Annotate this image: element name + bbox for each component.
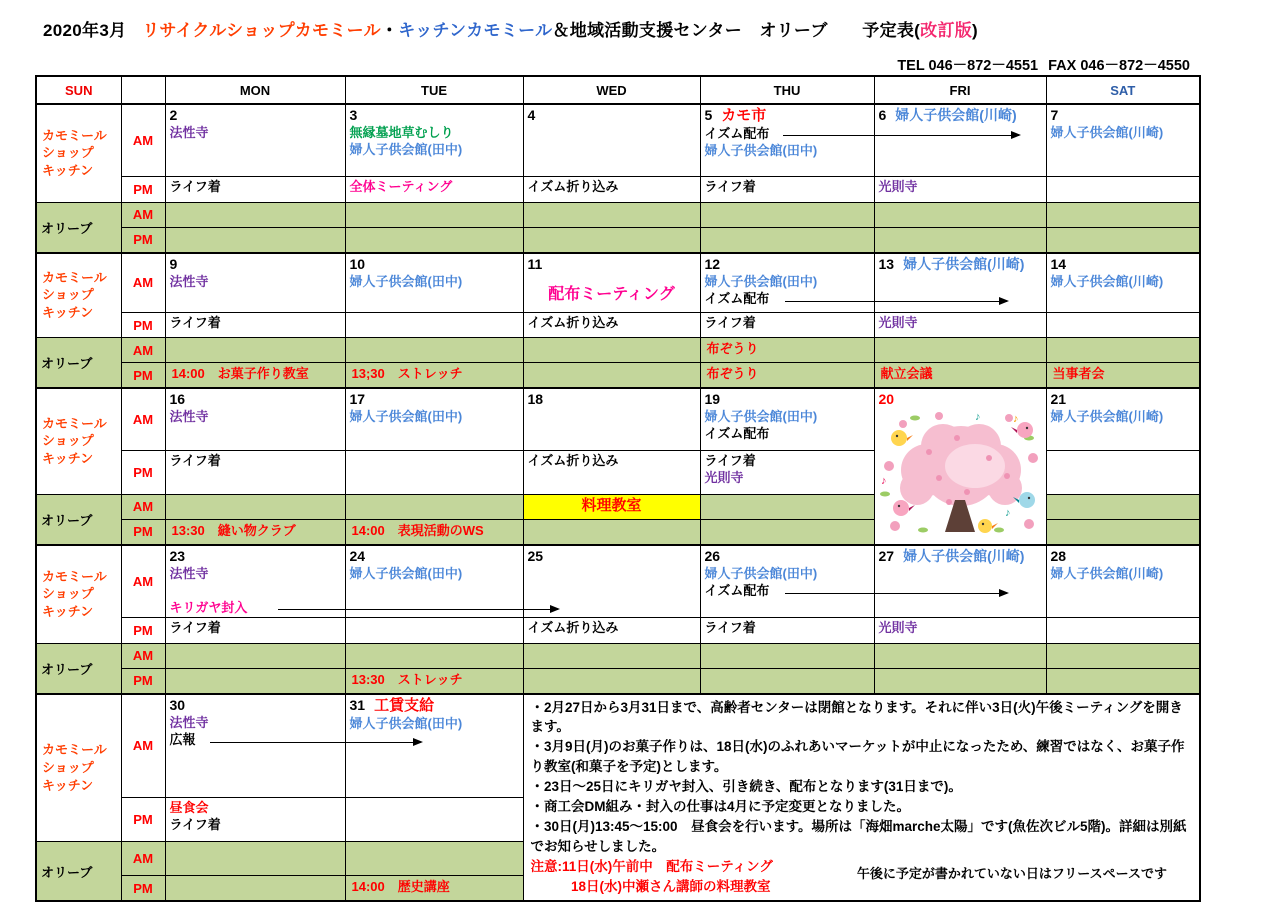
text-line: 注意:11日(水)午前中 配布ミーティング [530, 859, 773, 875]
fax-number: FAX 046－872－4550 [1048, 58, 1190, 74]
cell-w3-wed-olive-pm-crossed [523, 519, 700, 545]
text-line: 広報 [169, 731, 196, 747]
cell-w1-fri-pm [874, 176, 1046, 202]
svg-text:♪: ♪ [1012, 413, 1018, 425]
text-line: 婦人子供会館(川崎) [895, 107, 1017, 123]
text-line [170, 582, 341, 599]
cherry-blossom-tree-illustration [879, 408, 1043, 536]
row-label-olive: オリーブ [36, 643, 121, 694]
cell-w3-tue-olive-pm [345, 519, 523, 545]
row-label-chamomile [36, 694, 121, 842]
cell-w3-tue-am: 17 婦人子供会館(田中) [345, 388, 523, 450]
cell-w2-sat-pm [1046, 313, 1200, 338]
text-line: 婦人子供会館(川崎) [1050, 565, 1164, 581]
cell-w3-thu-am: 19 婦人子供会館(田中) イズム配布 [700, 388, 874, 450]
cell-w4-mon-olive-pm [165, 668, 345, 694]
schedule-span-arrow [210, 742, 421, 743]
text-line: キリガヤ封入 [169, 599, 248, 615]
cell-w3-sat-am: 21 婦人子供会館(川崎) [1046, 388, 1200, 450]
text-line: 14:00 歴史講座 [351, 879, 450, 895]
text-line: 献立会議 [880, 366, 933, 381]
text-line: 14:00 表現活動のWS [351, 522, 484, 538]
pm-label: PM [121, 176, 165, 202]
text-line: 光則寺 [704, 469, 744, 485]
text-line: カモミール [42, 127, 107, 143]
pm-label: PM [121, 876, 165, 902]
cell-w1-tue-am: 3 無縁墓地草むしり 婦人子供会館(田中) [345, 104, 523, 176]
cell-w2-thu-pm [700, 313, 874, 338]
am-label: AM [121, 388, 165, 450]
title-separator: ・ [380, 21, 399, 40]
text-line: 光則寺 [878, 619, 918, 635]
text-line: 婦人子供会館(川崎) [903, 547, 1025, 564]
cell-w1-tue-olive-am [345, 202, 523, 227]
text-line: 婦人子供会館(田中) [704, 409, 818, 424]
text-line: ライフ着 [169, 452, 221, 468]
cell-w4-sat-olive-am-crossed [1046, 643, 1200, 668]
cell-w4-thu-am: 26 婦人子供会館(田中) イズム配布 [700, 545, 874, 618]
day-header-fri: FRI [874, 76, 1046, 104]
cell-w4-tue-am: 24 婦人子供会館(田中) [345, 545, 523, 618]
text-line: 13:30 ストレッチ [351, 671, 463, 687]
calendar-table [35, 75, 1201, 902]
day-header-mon: MON [165, 76, 345, 104]
text-line: カモ市 [721, 107, 767, 124]
day-header-row [36, 76, 1200, 104]
cell-w4-thu-olive-am [700, 643, 874, 668]
text-line: ライフ着 [169, 817, 221, 832]
cell-w1-thu-am: 5 カモ市 イズム配布 婦人子供会館(田中) [700, 104, 874, 176]
cell-w2-thu-olive-am [700, 338, 874, 363]
text-line: ・3月9日(月)のお菓子作りは、18日(水)のふれあいマーケットが中止になったため、練習ではなく、お菓子作り教室(和菓子を予定)とします。 [530, 739, 1185, 775]
text-line: キッチン [42, 305, 94, 321]
pm-label: PM [121, 227, 165, 253]
cell-w2-thu-olive-pm [700, 363, 874, 389]
text-line: キッチン [42, 603, 94, 619]
schedule-span-arrow [785, 301, 1007, 302]
text-line: 当事者会 [1052, 366, 1105, 381]
text-line: 18日(水)中瀬さん講師の料理教室 [530, 879, 771, 895]
text-line: 婦人子供会館(川崎) [1050, 125, 1164, 140]
cell-w1-mon-am: 2 法性寺 [165, 104, 345, 176]
text-line: 婦人子供会館(田中) [704, 273, 818, 289]
text-line: 法性寺 [169, 565, 209, 581]
cell-w4-sat-am: 28 婦人子供会館(川崎) [1046, 545, 1200, 618]
cell-w1-wed-olive-pm [523, 227, 700, 253]
am-label: AM [121, 545, 165, 618]
cell-w2-fri-olive-pm [874, 363, 1046, 389]
text-line: 全体ミーティング [349, 178, 453, 194]
cell-w4-fri-pm [874, 617, 1046, 643]
cell-w4-fri-am: 27 婦人子供会館(川崎) [874, 545, 1046, 618]
text-line: 昼食会 [169, 800, 209, 815]
row-label-olive: オリーブ [36, 338, 121, 389]
cell-w4-fri-olive-am [874, 643, 1046, 668]
cell-w4-thu-olive-pm [700, 668, 874, 694]
title-month: 2020年3月 [43, 21, 127, 40]
text-line: ショップ [42, 145, 94, 161]
day-header-thu: THU [700, 76, 874, 104]
cell-w3-thu-olive-am [700, 494, 874, 519]
cell-w3-tue-olive-am [345, 494, 523, 519]
text-line: ・2月27日から3月31日まで、高齢者センターは閉館となります。それに伴い3日(火)午後ミーティングを開きます。 [530, 699, 1183, 735]
am-label: AM [121, 694, 165, 798]
cell-w4-sat-olive-pm-crossed [1046, 668, 1200, 694]
text-line: 料理教室 [581, 496, 642, 514]
text-line: 婦人子供会館(田中) [349, 565, 463, 581]
svg-text:♪: ♪ [1004, 507, 1010, 519]
cell-w5-tue-pm [345, 798, 523, 842]
cell-w4-mon-olive-am [165, 643, 345, 668]
cell-w3-thu-pm [700, 450, 874, 494]
cell-w1-tue-pm [345, 176, 523, 202]
cell-w2-wed-pm [523, 313, 700, 338]
cell-w1-sat-pm [1046, 176, 1200, 202]
text-line: ・23日～25日にキリガヤ封入、引き続き、配布となります(31日まで)。 [530, 779, 962, 795]
cell-w2-fri-olive-am [874, 338, 1046, 363]
text-line: カモミール [42, 568, 107, 584]
text-line: 13;30 ストレッチ [351, 366, 463, 381]
cell-w1-mon-olive-pm [165, 227, 345, 253]
text-line: キッチン [42, 777, 94, 793]
row-label-chamomile [36, 253, 121, 338]
schedule-span-arrow [278, 609, 558, 610]
page-title: 2020年3月 リサイクルショップカモミール・キッチンカモミール＆地域活動支援センター オリーブ 予定表(改訂版) [43, 21, 979, 40]
cell-w5-mon-pm [165, 798, 345, 842]
cell-w4-sat-pm [1046, 617, 1200, 643]
text-line: ショップ [42, 433, 94, 449]
text-line: 婦人子供会館(川崎) [1050, 409, 1164, 424]
text-line: ・商工会DM組み・封入の仕事は4月に予定変更となりました。 [530, 799, 911, 815]
am-label: AM [121, 842, 165, 876]
text-line: イズム折り込み [527, 178, 619, 194]
cell-w5-mon-am: 30 法性寺 広報 [165, 694, 345, 798]
cell-w1-sat-olive-pm-crossed [1046, 227, 1200, 253]
text-line: イズム配布 [704, 126, 770, 141]
text-line: イズム折り込み [527, 619, 619, 635]
text-line: ライフ着 [704, 178, 756, 194]
cell-w3-sat-pm [1046, 450, 1200, 494]
text-line: イズム折り込み [527, 452, 619, 468]
text-line: カモミール [42, 415, 107, 431]
cell-w4-tue-olive-am [345, 643, 523, 668]
text-line: イズム配布 [704, 426, 770, 441]
text-line: 婦人子供会館(田中) [349, 273, 463, 289]
svg-text:♪: ♪ [880, 475, 886, 487]
text-line: 婦人子供会館(田中) [349, 142, 463, 157]
tel-number: TEL 046－872－4551 [897, 58, 1039, 74]
cell-w3-sat-olive-am-crossed [1046, 494, 1200, 519]
cell-w2-mon-am: 9 法性寺 [165, 253, 345, 313]
day-header-sat: SAT [1046, 76, 1200, 104]
day-header-wed: WED [523, 76, 700, 104]
text-line: 14:00 お菓子作り教室 [171, 366, 309, 381]
cell-w4-thu-pm [700, 617, 874, 643]
cell-w3-wed-olive-am-highlighted [523, 494, 700, 519]
cell-w2-sat-olive-pm-crossed [1046, 363, 1200, 389]
am-label: AM [121, 643, 165, 668]
text-line: 婦人子供会館(田中) [704, 565, 818, 581]
cell-w1-wed-am: 4 [523, 104, 700, 176]
cell-w4-tue-pm [345, 617, 523, 643]
pm-label: PM [121, 450, 165, 494]
cell-w2-wed-am: 11 配布ミーティング [523, 253, 700, 313]
cell-w3-sat-olive-pm-crossed [1046, 519, 1200, 545]
cell-w5-tue-am: 31 工賃支給 婦人子供会館(田中) [345, 694, 523, 798]
text-line: 婦人子供会館(川崎) [903, 255, 1025, 272]
title-revised-label: 改訂版 [920, 21, 973, 40]
am-label: AM [121, 338, 165, 363]
cell-w2-mon-olive-am [165, 338, 345, 363]
text-line: 13:30 縫い物クラブ [171, 522, 296, 538]
text-line: 工賃支給 [374, 696, 435, 714]
cell-w3-mon-olive-pm [165, 519, 345, 545]
cell-w2-tue-olive-am [345, 338, 523, 363]
cell-w3-mon-olive-am [165, 494, 345, 519]
cell-w3-fri-holiday: 20 ♪ ♪ ♪ ♪ [874, 388, 1046, 545]
am-label: AM [121, 104, 165, 176]
text-line: ショップ [42, 287, 94, 303]
text-line: 光則寺 [878, 315, 918, 330]
day-header-sun: SUN [36, 76, 121, 104]
text-line: 布ぞうり [706, 341, 759, 356]
cell-w1-wed-olive-am [523, 202, 700, 227]
cell-w3-tue-pm [345, 450, 523, 494]
text-line: ライフ着 [704, 619, 756, 635]
cell-w1-thu-pm [700, 176, 874, 202]
pm-label: PM [121, 798, 165, 842]
day-header-tue: TUE [345, 76, 523, 104]
cell-w4-wed-am: 25 [523, 545, 700, 618]
text-line: 光則寺 [878, 178, 918, 194]
text-line: カモミール [42, 269, 107, 285]
row-label-chamomile [36, 104, 121, 202]
text-line: ライフ着 [169, 315, 221, 330]
cell-w3-thu-olive-pm [700, 519, 874, 545]
row-label-chamomile [36, 545, 121, 644]
cell-w4-wed-olive-pm-crossed [523, 668, 700, 694]
cell-w2-sat-olive-am-crossed [1046, 338, 1200, 363]
cell-w2-mon-olive-pm [165, 363, 345, 389]
footer-note: 午後に予定が書かれていない日はフリースペースです [856, 866, 1167, 881]
row-label-olive: オリーブ [36, 842, 121, 902]
am-label: AM [121, 202, 165, 227]
cell-w4-tue-olive-pm [345, 668, 523, 694]
cell-w4-wed-pm [523, 617, 700, 643]
svg-text:♪: ♪ [974, 411, 980, 423]
text-line: ライフ着 [704, 315, 756, 330]
text-line: 法性寺 [169, 409, 209, 424]
cell-w2-thu-am: 12 婦人子供会館(田中) イズム配布 [700, 253, 874, 313]
cell-w1-mon-pm [165, 176, 345, 202]
text-line: イズム配布 [704, 290, 770, 306]
cell-w2-sat-am: 14 婦人子供会館(川崎) [1046, 253, 1200, 313]
text-line: 配布ミーティング [548, 285, 675, 303]
row-label-olive: オリーブ [36, 494, 121, 545]
text-line: イズム折り込み [527, 315, 619, 330]
cell-w2-tue-pm [345, 313, 523, 338]
cell-w2-mon-pm [165, 313, 345, 338]
cell-w2-fri-pm [874, 313, 1046, 338]
text-line: 婦人子供会館(田中) [704, 143, 818, 158]
row-label-chamomile [36, 388, 121, 494]
pm-label: PM [121, 363, 165, 389]
cell-w4-wed-olive-am [523, 643, 700, 668]
cell-w4-fri-olive-pm [874, 668, 1046, 694]
text-line: 婦人子供会館(田中) [349, 715, 463, 731]
cell-w2-tue-am: 10 婦人子供会館(田中) [345, 253, 523, 313]
cell-w1-sat-am: 7 婦人子供会館(川崎) [1046, 104, 1200, 176]
cell-w1-thu-olive-am [700, 202, 874, 227]
text-line: ショップ [42, 586, 94, 602]
cell-w1-fri-olive-am [874, 202, 1046, 227]
schedule-span-arrow [783, 135, 1019, 136]
cell-w1-thu-olive-pm [700, 227, 874, 253]
schedule-span-arrow [785, 593, 1007, 594]
text-line: 法性寺 [169, 714, 209, 730]
text-line: 無縁墓地草むしり [349, 125, 454, 140]
text-line: ショップ [42, 759, 94, 775]
cell-w1-tue-olive-pm [345, 227, 523, 253]
title-shop-name: リサイクルショップカモミール [142, 21, 381, 40]
text-line: ライフ着 [704, 452, 756, 468]
text-line: キッチン [42, 451, 94, 467]
text-line: 法性寺 [169, 273, 209, 289]
cell-w2-tue-olive-pm [345, 363, 523, 389]
cell-w4-mon-pm [165, 617, 345, 643]
cell-w4-mon-am: 23 法性寺 キリガヤ封入 [165, 545, 345, 618]
text-line: キッチン [42, 163, 94, 179]
pm-label: PM [121, 519, 165, 545]
cell-w3-mon-pm [165, 450, 345, 494]
am-label: AM [121, 494, 165, 519]
text-line: イズム配布 [704, 582, 770, 598]
text-line: 婦人子供会館(川崎) [1050, 273, 1164, 289]
pm-label: PM [121, 617, 165, 643]
am-label: AM [121, 253, 165, 313]
text-line: 布ぞうり [706, 366, 759, 381]
cell-w3-wed-am: 18 [523, 388, 700, 450]
cell-w3-mon-am: 16 法性寺 [165, 388, 345, 450]
cell-w2-wed-olive-pm-crossed [523, 363, 700, 389]
title-kitchen-name: キッチンカモミール [398, 21, 553, 40]
contact-info [887, 54, 1190, 75]
cell-w2-wed-olive-am [523, 338, 700, 363]
cell-w1-fri-olive-pm [874, 227, 1046, 253]
row-label-olive: オリーブ [36, 202, 121, 253]
pm-label: PM [121, 313, 165, 338]
text-line: 法性寺 [169, 125, 209, 140]
cell-w2-fri-am: 13 婦人子供会館(川崎) [874, 253, 1046, 313]
cell-w1-sat-olive-am-crossed [1046, 202, 1200, 227]
text-line: ・30日(月)13:45～15:00 昼食会を行います。場所は「海畑marche太陽」です(魚佐次ビル5階)。詳細は別紙でお知らせしました。 [530, 819, 1187, 855]
text-line: ライフ着 [169, 178, 221, 194]
cell-w1-wed-pm [523, 176, 700, 202]
text-line: 婦人子供会館(田中) [349, 409, 463, 424]
title-center-name: ＆地域活動支援センター オリーブ 予定表( [552, 21, 921, 40]
day-header-blank [121, 76, 165, 104]
pm-label: PM [121, 668, 165, 694]
text-line: カモミール [42, 742, 107, 758]
text-line: ライフ着 [169, 619, 221, 635]
cell-w1-fri-am: 6 婦人子供会館(川崎) [874, 104, 1046, 176]
cell-w3-wed-pm [523, 450, 700, 494]
cell-w1-mon-olive-am [165, 202, 345, 227]
